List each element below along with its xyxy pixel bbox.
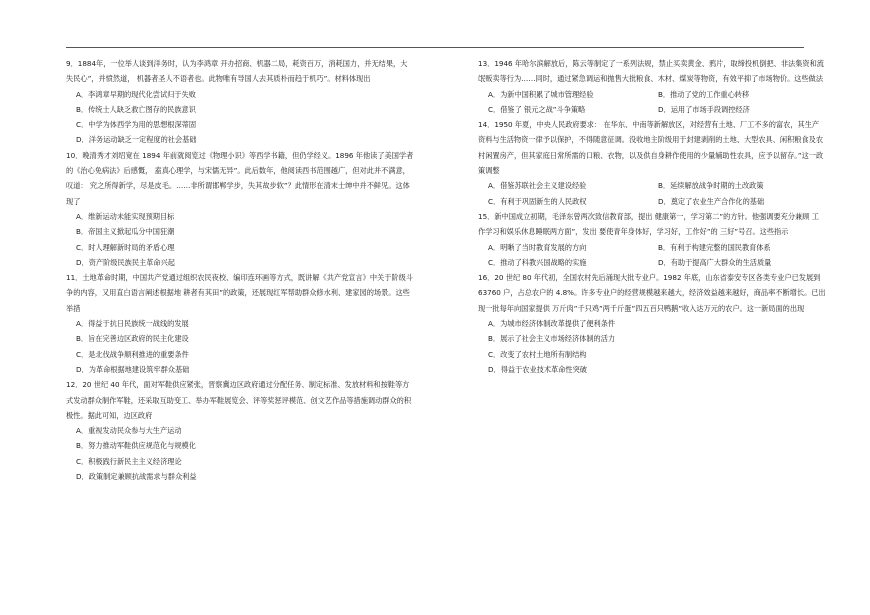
option-c: C．积极践行新民主主义经济理论: [76, 456, 182, 466]
question-11: [66, 270, 414, 377]
question-stem: 14．1950 年夏，中央人民政府要求： 在华东、中南等新解放区，对经营有土地、厂工不多的富农，其生产资料与生活物资一律予以保护，不得随意征调。没收地主阶级用于封建剥削的土地、大型农具、闲积粮食及农村闲置房产，但其家庭日常所需的口粮、衣物，以及供自身耕作使用的少量辅助性农具，应予以留存。”这一政策调整: [478, 120, 824, 176]
question-stem: 16．20 世纪 80 年代初，全国农村先后涌现大批专业户。1982 年底，山东省泰安专区各类专业户已发展到 63760 户，占总农户的 4.8%。许多专业户的经营规模越来越大，经济效益越来越好，商品率不断增长。已出现一批每年向国家提供 万斤肉”千只鸡”两千斤蛋”四五百只鸭鹅”收入达万元的农户。这一新局面的出现: [478, 273, 826, 313]
option-c: C．是北伐战争顺利推进的重要条件: [76, 349, 189, 359]
option-a: A．维新运动未能实现预期目标: [76, 211, 175, 221]
option-b: B．推动了党的工作重心转移: [658, 89, 750, 99]
question-12: [66, 377, 414, 484]
question-9: [66, 56, 414, 148]
question-13: [478, 56, 826, 117]
option-d: D．运用了市场手段调控经济: [658, 104, 750, 114]
option-c: C．中学为体西学为用的思想根深蒂固: [76, 120, 197, 130]
question-stem: 10．晚清秀才刘绍宽在 1894 年前就阅览过《物理小识》等西学书籍，但仍学经义。1896 年他读了美国学者的《治心免病法》后感慨， 盍真心理学，与宋儒无异”。此后数年，他阅读西书范围越广，但对此并不满意，叹道： 究之所得新学，尽是皮毛。……非所谓邯郸学步，失其故步软”？此情形在清末士绅中并不鲜见。这体现了: [66, 150, 414, 206]
question-stem: 15．新中国成立初期，毛泽东曾两次致信教育部，提出 健康第一，学习第二”的方针。他强调要充分兼顾 工作学习和娱乐休息睡眠两方面”，发出 要使青年身体好，学习好，工作好”的 三好”号召。这些指示: [478, 211, 819, 237]
option-a: A．明晰了当时教育发展的方向: [488, 242, 587, 252]
option-b: B．传统士人缺乏救亡图存的民族意识: [76, 104, 196, 114]
question-15: [478, 209, 826, 270]
option-d: D．奠定了农业生产合作化的基础: [658, 196, 765, 206]
question-stem: 13．1946 年哈尔滨解放后，陈云等制定了一系列法规，禁止买卖黄金、鸦片，取缔投机倒把、非法集资和流氓贩卖等行为……同时，通过紧急调运和抛售大批粮食、木材、煤炭等物资，有效平抑了市场物价。这些做法: [478, 59, 824, 84]
options-grid: [478, 240, 826, 271]
question-stem: 12．20 世纪 40 年代，面对军鞋供应紧张，晋察冀边区政府通过分配任务、制定标准、发放材料和按鞋等方式发动群众制作军鞋，还采取互助变工、举办军鞋展览会、评等奖惩评模范、创文艺作品等措施调动群众的积极性。据此可知，边区政府: [66, 380, 412, 420]
left-column: [66, 56, 414, 484]
right-column: [478, 56, 826, 377]
question-stem: 11．土地革命时期，中国共产党通过组织农民夜校、编印连环画等方式，既讲解《共产党宣言》中关于阶级斗争的内容，又用直白语言阐述根据地 耕者有其田”的政策，还展现红军帮助群众修水利、建家园的场景。这些举措: [66, 273, 413, 313]
options-grid: [478, 87, 826, 118]
option-a: A．借鉴苏联社会主义建设经验: [488, 181, 587, 191]
option-b: B．延续解放战争时期的土改政策: [658, 181, 764, 191]
option-d: D．为革命根据地建设筑牢群众基础: [76, 364, 190, 374]
option-c: C．改变了农村土地所有制结构: [488, 349, 587, 359]
option-d: D．政策制定兼顾抗战需求与群众利益: [76, 472, 197, 482]
option-a: A．李鸿章早期的现代化尝试归于失败: [76, 89, 196, 99]
options-grid: [478, 178, 826, 209]
question-stem: 9．1884年，一位举人谈到洋务时，认为李鸿章 开办招商、机器二局，耗资百万，消耗国力，并无结果，大失民心”，并愤然道， 机器者圣人不语者也。此物唯有导国人去其质朴而趋于机巧”。材料体现出: [66, 59, 408, 84]
option-d: D．洋务运动缺乏一定程度的社会基础: [76, 135, 197, 145]
option-c: C．有利于巩固新生的人民政权: [488, 196, 587, 206]
option-a: A．为新中国积累了城市管理经验: [488, 89, 594, 99]
option-c: C．时人理解新时局的矛盾心理: [76, 242, 175, 252]
option-b: B．旨在完善边区政府的民主化建设: [76, 334, 189, 344]
option-c: C．借鉴了 银元之战”斗争策略: [488, 104, 586, 114]
option-d: D．有助于提高广大群众的生活质量: [658, 257, 772, 267]
question-16: [478, 270, 826, 377]
option-a: A．得益于抗日民族统一战线的发展: [76, 319, 189, 329]
option-b: B．帝国主义掀起瓜分中国狂潮: [76, 227, 175, 237]
option-b: B．展示了社会主义市场经济体制的活力: [488, 334, 616, 344]
option-a: A．重视发动民众参与大生产运动: [76, 426, 182, 436]
question-14: [478, 117, 826, 209]
option-b: B．努力推动军鞋供应规范化与规模化: [76, 441, 196, 451]
header-rule: [66, 47, 804, 48]
question-10: [66, 148, 414, 270]
option-b: B．有利于构建完整的国民教育体系: [658, 242, 771, 252]
option-d: D．得益于农业技术革命性突破: [488, 364, 587, 374]
option-d: D．资产阶级民族民主革命兴起: [76, 257, 175, 267]
option-c: C．推动了科教兴国战略的实施: [488, 257, 587, 267]
option-a: A．为城市经济体制改革提供了便利条件: [488, 319, 616, 329]
